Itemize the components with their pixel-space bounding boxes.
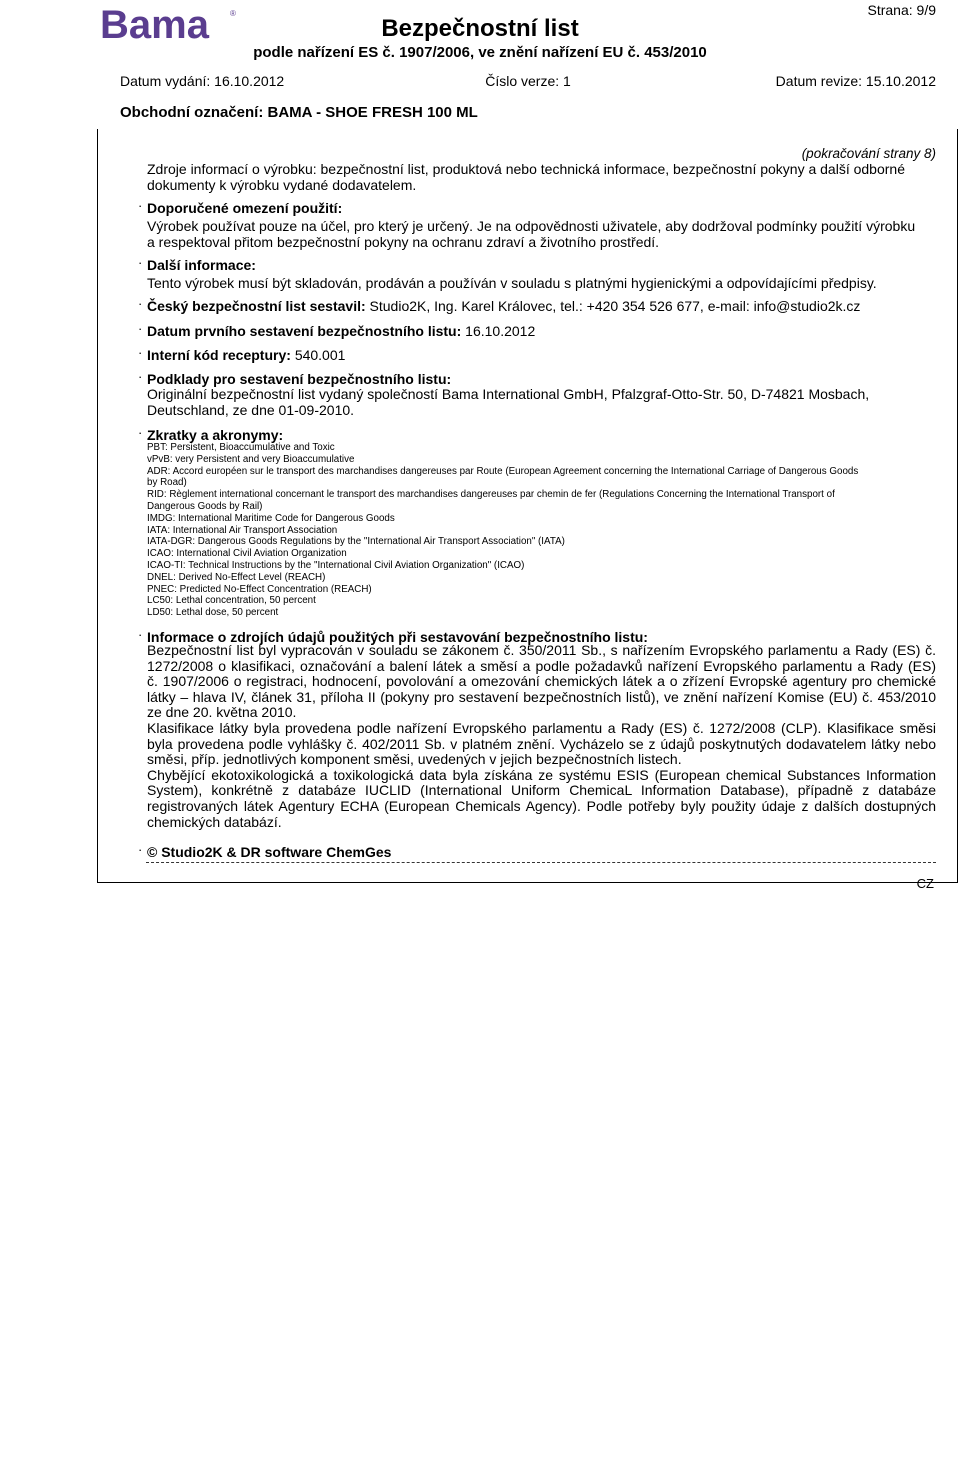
basis-heading: Podklady pro sestavení bezpečnostního listu: (147, 371, 452, 387)
trade-name-label: Obchodní označení: (120, 104, 264, 121)
footer-divider (146, 862, 936, 863)
first-date-label: Datum prvního sestavení bezpečnostního listu: (147, 323, 462, 339)
recipe-line (147, 347, 345, 363)
abbreviation-item: ADR: Accord européen sur le transport des marchandises dangereuses par Route (European Agreement concerning the International Carriage of Dangerous Goods (147, 465, 859, 477)
bullet: · (138, 198, 143, 213)
data-sources-line: Chybějící ekotoxikologická a toxikologická data byla získána ze systému ESIS (European chemical Substances Information (147, 766, 936, 783)
svg-text:®: ® (230, 9, 236, 18)
data-sources-paragraph (147, 643, 936, 830)
restrictions-line-1: Výrobek používat pouze na účel, pro který je určený. Je na odpovědnosti uživatele, aby dodržoval podmínky použití výrobku (147, 218, 916, 234)
revision-date: Datum revize: 15.10.2012 (775, 73, 936, 89)
abbreviation-item: by Road) (147, 477, 187, 489)
data-sources-line: Klasifikace látky byla provedena podle nařízení Evropského parlamentu a Rady (ES) č. 1272/2008 (CLP). Klasifikace směsi (147, 719, 936, 736)
document-subtitle: podle nařízení ES č. 1907/2006, ve znění nařízení EU č. 453/2010 (253, 44, 707, 61)
abbreviation-item: vPvB: very Persistent and very Bioaccumulative (147, 453, 355, 465)
data-sources-line: Bezpečnostní list byl vypracován v souladu se zákonem č. 350/2011 Sb., s nařízením Evropského parlamentu a Rady (ES) č. (147, 642, 936, 658)
trade-name-value: BAMA - SHOE FRESH 100 ML (267, 104, 478, 121)
data-sources-line: 1272/2008 o klasifikaci, označování a balení látek a směsí a podle požadavků nařízení Evropského parlamentu a Rady (ES) (147, 657, 936, 674)
first-date-value: 16.10.2012 (465, 323, 536, 339)
logo-text: Bama (100, 4, 209, 44)
further-info-text: Tento výrobek musí být skladován, prodáván a používán v souladu s platnými hygienickými a odpovídajícími předpisy. (147, 275, 877, 291)
bullet: · (138, 369, 143, 384)
data-sources-line: směsi, příp. jednotlivých komponent směsi, uvedených v jejich bezpečnostních listech. (147, 751, 682, 768)
bullet: · (138, 627, 143, 642)
sources-line-2: dokumenty k výrobku vydané dodavatelem. (147, 177, 417, 193)
recipe-label: Interní kód receptury: (147, 347, 291, 363)
abbreviation-item: ICAO-TI: Technical Instructions by the "International Civil Aviation Organization" (ICAO) (147, 559, 525, 571)
meta-row (120, 72, 936, 90)
data-sources-line: ze dne 20. května 2010. (147, 704, 297, 721)
abbreviations-list (147, 442, 936, 619)
language-code: CZ (916, 876, 934, 891)
bullet: · (138, 296, 143, 311)
abbreviation-item: IATA: International Air Transport Association (147, 524, 338, 536)
data-sources-line: System), konkrétně z databáze IUCLID (International Uniform ChemicaL Information Database), případně z databáze (147, 782, 936, 799)
further-info-heading: Další informace: (147, 257, 256, 273)
copyright-notice: © Studio2K & DR software ChemGes (147, 844, 392, 860)
abbreviation-item: LD50: Lethal dose, 50 percent (147, 607, 279, 619)
abbreviation-item: RID: Règlement international concernant le transport des marchandises dangereuses par chemin de fer (Regulations Concerning the International Transport of (147, 489, 835, 501)
bullet: · (138, 345, 143, 360)
data-sources-line: chemických databází. (147, 813, 282, 830)
bullet: · (138, 842, 143, 857)
document-title: Bezpečnostní list (381, 15, 579, 42)
data-sources-line: látky – hlava IV, článek 31, příloha II (pokyny pro sestavení bezpečnostních listů), ve znění nařízení Komise (EU) č. 453/2010 (147, 688, 936, 705)
abbreviation-item: PBT: Persistent, Bioaccumulative and Toxic (147, 442, 335, 453)
author-line (147, 298, 860, 314)
abbreviation-item: Dangerous Goods by Rail) (147, 500, 263, 512)
recipe-value: 540.001 (294, 347, 346, 363)
data-sources-line: byla provedena podle vyhlášky č. 402/2011 Sb. v platném znění. Vycházelo se z údajů poskytnutých dodavatelem látky nebo (147, 735, 936, 752)
sources-line-1: Zdroje informací o výrobku: bezpečnostní list, produktová nebo technická informace, bezpečnostní pokyny a další odborné (147, 161, 905, 177)
basis-line-2: Deutschland, ze dne 01-09-2010. (147, 402, 355, 418)
bullet: · (138, 255, 143, 270)
first-date-line (147, 323, 535, 339)
data-sources-line: registrovaných látek Agentury ECHA (European Chemicals Agency). Podle potřeby byly použity údaje z dalších dostupných (147, 797, 936, 814)
abbreviation-item: IMDG: International Maritime Code for Dangerous Goods (147, 512, 395, 524)
abbreviation-item: IATA-DGR: Dangerous Goods Regulations by the "International Air Transport Association" (IATA) (147, 536, 565, 548)
continued-note: (pokračování strany 8) (801, 146, 936, 161)
abbreviation-item: LC50: Lethal concentration, 50 percent (147, 595, 316, 607)
author-label: Český bezpečnostní list sestavil: (147, 298, 366, 314)
abbreviation-item: ICAO: International Civil Aviation Organization (147, 548, 347, 560)
version-number: Číslo verze: 1 (485, 73, 571, 89)
data-sources-heading: Informace o zdrojích údajů použitých při sestavování bezpečnostního listu: (147, 629, 648, 645)
basis-line-1: Originální bezpečnostní list vydaný společností Bama International GmbH, Pfalzgraf-Otto-Str. 50, D-74821 Mosbach, (147, 386, 870, 402)
page-number: Strana: 9/9 (867, 2, 936, 18)
abbreviation-item: PNEC: Predicted No-Effect Concentration (REACH) (147, 583, 372, 595)
author-value: Studio2K, Ing. Karel Královec, tel.: +420 354 526 677, e-mail: info@studio2k.cz (369, 298, 861, 314)
restrictions-heading: Doporučené omezení použití: (147, 200, 343, 216)
bullet: · (138, 425, 143, 440)
restrictions-line-2: a respektoval přitom bezpečnostní pokyny na ochranu zdraví a životního prostředí. (147, 234, 660, 250)
data-sources-line: č. 1907/2006 o registraci, hodnocení, povolování a omezování chemických látek a o zřízení Evropské agentury pro chemické (147, 673, 936, 690)
abbreviation-item: DNEL: Derived No-Effect Level (REACH) (147, 571, 326, 583)
trade-name (120, 104, 478, 122)
abbreviations-heading: Zkratky a akronymy: (147, 427, 284, 443)
issue-date: Datum vydání: 16.10.2012 (120, 73, 285, 89)
bullet: · (138, 321, 143, 336)
